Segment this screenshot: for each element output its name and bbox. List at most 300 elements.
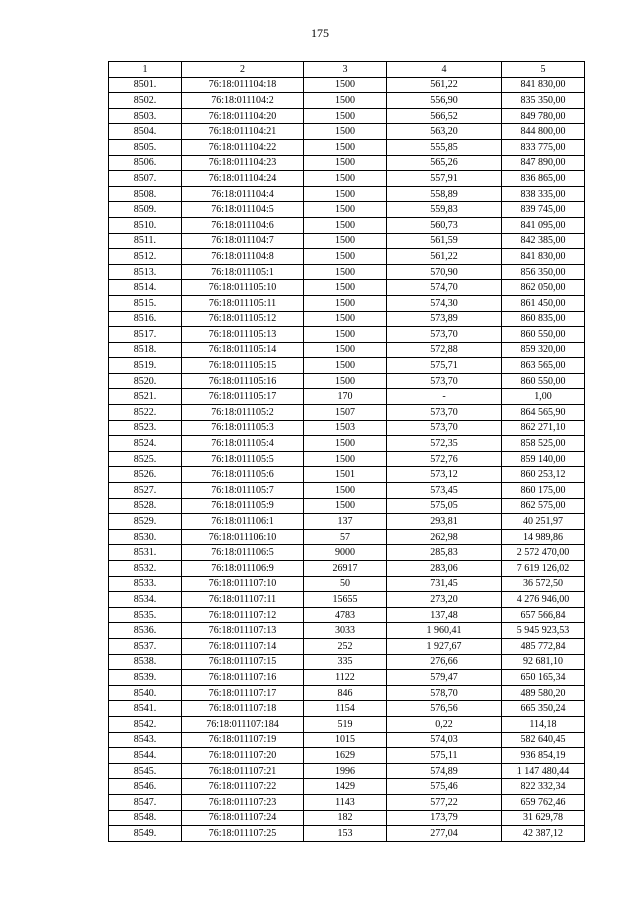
- cadastral-number-cell: 76:18:011107:15: [182, 654, 304, 670]
- price-per-unit-cell: 561,22: [387, 249, 502, 265]
- value-cell: 31 629,78: [502, 810, 585, 826]
- cadastral-number-cell: 76:18:011104:7: [182, 233, 304, 249]
- cadastral-number-cell: 76:18:011104:18: [182, 77, 304, 93]
- area-cell: 1500: [304, 186, 387, 202]
- area-cell: 1500: [304, 436, 387, 452]
- value-cell: 92 681,10: [502, 654, 585, 670]
- value-cell: 838 335,00: [502, 186, 585, 202]
- value-cell: 822 332,34: [502, 779, 585, 795]
- table-row: [109, 373, 585, 389]
- area-cell: 335: [304, 654, 387, 670]
- table-row: [109, 716, 585, 732]
- table-row: [109, 670, 585, 686]
- row-number-cell: 8549.: [109, 826, 182, 842]
- value-cell: 2 572 470,00: [502, 545, 585, 561]
- area-cell: 50: [304, 576, 387, 592]
- cadastral-number-cell: 76:18:011105:11: [182, 295, 304, 311]
- area-cell: 1629: [304, 748, 387, 764]
- area-cell: 846: [304, 685, 387, 701]
- cadastral-number-cell: 76:18:011105:3: [182, 420, 304, 436]
- page-number: 175: [311, 26, 329, 40]
- cadastral-number-cell: 76:18:011107:17: [182, 685, 304, 701]
- cadastral-number-cell: 76:18:011104:22: [182, 139, 304, 155]
- table-row: [109, 436, 585, 452]
- cadastral-number-cell: 76:18:011107:10: [182, 576, 304, 592]
- value-cell: 860 550,00: [502, 327, 585, 343]
- value-cell: 841 830,00: [502, 77, 585, 93]
- table-row: [109, 763, 585, 779]
- area-cell: 1500: [304, 498, 387, 514]
- table-row: [109, 342, 585, 358]
- cadastral-number-cell: 76:18:011104:21: [182, 124, 304, 140]
- price-per-unit-cell: 557,91: [387, 171, 502, 187]
- row-number-cell: 8506.: [109, 155, 182, 171]
- header-cell-1: 1: [109, 62, 182, 78]
- cadastral-number-cell: 76:18:011107:24: [182, 810, 304, 826]
- value-cell: 40 251,97: [502, 514, 585, 530]
- table-row: [109, 794, 585, 810]
- header-cell-5: 5: [502, 62, 585, 78]
- cadastral-number-cell: 76:18:011104:6: [182, 217, 304, 233]
- row-number-cell: 8510.: [109, 217, 182, 233]
- price-per-unit-cell: 575,05: [387, 498, 502, 514]
- price-per-unit-cell: 561,59: [387, 233, 502, 249]
- row-number-cell: 8517.: [109, 327, 182, 343]
- price-per-unit-cell: 574,89: [387, 763, 502, 779]
- table-row: [109, 389, 585, 405]
- cadastral-number-cell: 76:18:011107:11: [182, 592, 304, 608]
- area-cell: 15655: [304, 592, 387, 608]
- value-cell: 936 854,19: [502, 748, 585, 764]
- row-number-cell: 8508.: [109, 186, 182, 202]
- table-row: [109, 451, 585, 467]
- value-cell: 860 175,00: [502, 483, 585, 499]
- table-row: [109, 483, 585, 499]
- area-cell: 1500: [304, 311, 387, 327]
- table-row: [109, 623, 585, 639]
- cadastral-number-cell: 76:18:011107:14: [182, 638, 304, 654]
- table-row: [109, 545, 585, 561]
- row-number-cell: 8523.: [109, 420, 182, 436]
- price-per-unit-cell: 565,26: [387, 155, 502, 171]
- value-cell: 861 450,00: [502, 295, 585, 311]
- table-row: [109, 467, 585, 483]
- value-cell: 862 050,00: [502, 280, 585, 296]
- table-row: [109, 124, 585, 140]
- table-header: [109, 62, 585, 78]
- value-cell: 859 140,00: [502, 451, 585, 467]
- price-per-unit-cell: 262,98: [387, 529, 502, 545]
- row-number-cell: 8518.: [109, 342, 182, 358]
- cadastral-number-cell: 76:18:011105:6: [182, 467, 304, 483]
- row-number-cell: 8538.: [109, 654, 182, 670]
- row-number-cell: 8520.: [109, 373, 182, 389]
- table-row: [109, 264, 585, 280]
- value-cell: 863 565,00: [502, 358, 585, 374]
- area-cell: 1500: [304, 124, 387, 140]
- data-table: [108, 61, 585, 842]
- price-per-unit-cell: 137,48: [387, 607, 502, 623]
- table-row: [109, 171, 585, 187]
- value-cell: 859 320,00: [502, 342, 585, 358]
- price-per-unit-cell: 559,83: [387, 202, 502, 218]
- price-per-unit-cell: 573,12: [387, 467, 502, 483]
- row-number-cell: 8537.: [109, 638, 182, 654]
- table-row: [109, 607, 585, 623]
- table-row: [109, 514, 585, 530]
- cadastral-number-cell: 76:18:011106:5: [182, 545, 304, 561]
- area-cell: 1500: [304, 295, 387, 311]
- table-row: [109, 498, 585, 514]
- area-cell: 3033: [304, 623, 387, 639]
- area-cell: 1996: [304, 763, 387, 779]
- row-number-cell: 8513.: [109, 264, 182, 280]
- area-cell: 1500: [304, 264, 387, 280]
- price-per-unit-cell: 576,56: [387, 701, 502, 717]
- cadastral-number-cell: 76:18:011104:5: [182, 202, 304, 218]
- price-per-unit-cell: 731,45: [387, 576, 502, 592]
- area-cell: 1500: [304, 77, 387, 93]
- cadastral-number-cell: 76:18:011106:9: [182, 561, 304, 577]
- value-cell: 657 566,84: [502, 607, 585, 623]
- cadastral-number-cell: 76:18:011107:22: [182, 779, 304, 795]
- area-cell: 1122: [304, 670, 387, 686]
- row-number-cell: 8533.: [109, 576, 182, 592]
- row-number-cell: 8516.: [109, 311, 182, 327]
- price-per-unit-cell: 277,04: [387, 826, 502, 842]
- value-cell: 860 835,00: [502, 311, 585, 327]
- table-row: [109, 217, 585, 233]
- row-number-cell: 8532.: [109, 561, 182, 577]
- table-row: [109, 701, 585, 717]
- value-cell: 862 575,00: [502, 498, 585, 514]
- area-cell: 1500: [304, 217, 387, 233]
- row-number-cell: 8536.: [109, 623, 182, 639]
- row-number-cell: 8543.: [109, 732, 182, 748]
- value-cell: 860 550,00: [502, 373, 585, 389]
- value-cell: 665 350,24: [502, 701, 585, 717]
- price-per-unit-cell: 575,11: [387, 748, 502, 764]
- cadastral-number-cell: 76:18:011105:15: [182, 358, 304, 374]
- value-cell: 489 580,20: [502, 685, 585, 701]
- value-cell: 582 640,45: [502, 732, 585, 748]
- row-number-cell: 8509.: [109, 202, 182, 218]
- area-cell: 1154: [304, 701, 387, 717]
- table-row: [109, 748, 585, 764]
- cadastral-number-cell: 76:18:011107:25: [182, 826, 304, 842]
- row-number-cell: 8522.: [109, 405, 182, 421]
- value-cell: 862 271,10: [502, 420, 585, 436]
- table-row: [109, 155, 585, 171]
- area-cell: 153: [304, 826, 387, 842]
- price-per-unit-cell: 1 927,67: [387, 638, 502, 654]
- area-cell: 1143: [304, 794, 387, 810]
- header-row: [109, 62, 585, 78]
- row-number-cell: 8547.: [109, 794, 182, 810]
- value-cell: 650 165,34: [502, 670, 585, 686]
- row-number-cell: 8515.: [109, 295, 182, 311]
- cadastral-number-cell: 76:18:011105:16: [182, 373, 304, 389]
- cadastral-number-cell: 76:18:011105:9: [182, 498, 304, 514]
- cadastral-number-cell: 76:18:011105:17: [182, 389, 304, 405]
- table-row: [109, 826, 585, 842]
- row-number-cell: 8527.: [109, 483, 182, 499]
- value-cell: 5 945 923,53: [502, 623, 585, 639]
- area-cell: 1500: [304, 108, 387, 124]
- price-per-unit-cell: 563,20: [387, 124, 502, 140]
- table-row: [109, 779, 585, 795]
- row-number-cell: 8519.: [109, 358, 182, 374]
- value-cell: 485 772,84: [502, 638, 585, 654]
- area-cell: 1500: [304, 342, 387, 358]
- row-number-cell: 8539.: [109, 670, 182, 686]
- value-cell: 842 385,00: [502, 233, 585, 249]
- cadastral-number-cell: 76:18:011104:23: [182, 155, 304, 171]
- price-per-unit-cell: 285,83: [387, 545, 502, 561]
- row-number-cell: 8546.: [109, 779, 182, 795]
- row-number-cell: 8502.: [109, 93, 182, 109]
- price-per-unit-cell: 573,89: [387, 311, 502, 327]
- area-cell: 1015: [304, 732, 387, 748]
- row-number-cell: 8548.: [109, 810, 182, 826]
- row-number-cell: 8530.: [109, 529, 182, 545]
- area-cell: 1507: [304, 405, 387, 421]
- row-number-cell: 8531.: [109, 545, 182, 561]
- value-cell: 1,00: [502, 389, 585, 405]
- cadastral-number-cell: 76:18:011104:24: [182, 171, 304, 187]
- row-number-cell: 8504.: [109, 124, 182, 140]
- table-row: [109, 420, 585, 436]
- cadastral-number-cell: 76:18:011107:16: [182, 670, 304, 686]
- row-number-cell: 8507.: [109, 171, 182, 187]
- value-cell: 847 890,00: [502, 155, 585, 171]
- cadastral-number-cell: 76:18:011106:1: [182, 514, 304, 530]
- cadastral-number-cell: 76:18:011105:5: [182, 451, 304, 467]
- cadastral-number-cell: 76:18:011107:21: [182, 763, 304, 779]
- header-cell-3: 3: [304, 62, 387, 78]
- price-per-unit-cell: 572,35: [387, 436, 502, 452]
- row-number-cell: 8514.: [109, 280, 182, 296]
- price-per-unit-cell: 566,52: [387, 108, 502, 124]
- area-cell: 519: [304, 716, 387, 732]
- area-cell: 182: [304, 810, 387, 826]
- price-per-unit-cell: 573,70: [387, 327, 502, 343]
- price-per-unit-cell: 573,70: [387, 373, 502, 389]
- area-cell: 1503: [304, 420, 387, 436]
- area-cell: 137: [304, 514, 387, 530]
- table-row: [109, 732, 585, 748]
- area-cell: 1501: [304, 467, 387, 483]
- area-cell: 1500: [304, 155, 387, 171]
- cadastral-number-cell: 76:18:011105:7: [182, 483, 304, 499]
- price-per-unit-cell: 573,70: [387, 405, 502, 421]
- cadastral-number-cell: 76:18:011107:12: [182, 607, 304, 623]
- cadastral-number-cell: 76:18:011105:13: [182, 327, 304, 343]
- table-row: [109, 327, 585, 343]
- cadastral-number-cell: 76:18:011104:20: [182, 108, 304, 124]
- area-cell: 1500: [304, 233, 387, 249]
- price-per-unit-cell: -: [387, 389, 502, 405]
- table-row: [109, 592, 585, 608]
- price-per-unit-cell: 293,81: [387, 514, 502, 530]
- cadastral-number-cell: 76:18:011107:19: [182, 732, 304, 748]
- price-per-unit-cell: 575,46: [387, 779, 502, 795]
- cadastral-number-cell: 76:18:011107:18: [182, 701, 304, 717]
- row-number-cell: 8528.: [109, 498, 182, 514]
- price-per-unit-cell: 273,20: [387, 592, 502, 608]
- price-per-unit-cell: 1 960,41: [387, 623, 502, 639]
- area-cell: 1500: [304, 93, 387, 109]
- price-per-unit-cell: 0,22: [387, 716, 502, 732]
- row-number-cell: 8505.: [109, 139, 182, 155]
- value-cell: 7 619 126,02: [502, 561, 585, 577]
- row-number-cell: 8545.: [109, 763, 182, 779]
- area-cell: 57: [304, 529, 387, 545]
- row-number-cell: 8511.: [109, 233, 182, 249]
- value-cell: 36 572,50: [502, 576, 585, 592]
- price-per-unit-cell: 579,47: [387, 670, 502, 686]
- table-row: [109, 685, 585, 701]
- value-cell: 839 745,00: [502, 202, 585, 218]
- table-row: [109, 93, 585, 109]
- area-cell: 252: [304, 638, 387, 654]
- table-row: [109, 186, 585, 202]
- table-row: [109, 405, 585, 421]
- price-per-unit-cell: 574,30: [387, 295, 502, 311]
- area-cell: 1500: [304, 358, 387, 374]
- price-per-unit-cell: 276,66: [387, 654, 502, 670]
- value-cell: 114,18: [502, 716, 585, 732]
- price-per-unit-cell: 560,73: [387, 217, 502, 233]
- value-cell: 4 276 946,00: [502, 592, 585, 608]
- table-row: [109, 529, 585, 545]
- cadastral-number-cell: 76:18:011104:4: [182, 186, 304, 202]
- cadastral-number-cell: 76:18:011107:20: [182, 748, 304, 764]
- table-row: [109, 108, 585, 124]
- table-row: [109, 358, 585, 374]
- row-number-cell: 8503.: [109, 108, 182, 124]
- cadastral-number-cell: 76:18:011105:10: [182, 280, 304, 296]
- area-cell: 1500: [304, 249, 387, 265]
- cadastral-number-cell: 76:18:011104:8: [182, 249, 304, 265]
- table-row: [109, 280, 585, 296]
- value-cell: 860 253,12: [502, 467, 585, 483]
- cadastral-number-cell: 76:18:011105:4: [182, 436, 304, 452]
- cadastral-number-cell: 76:18:011107:13: [182, 623, 304, 639]
- value-cell: 858 525,00: [502, 436, 585, 452]
- row-number-cell: 8540.: [109, 685, 182, 701]
- row-number-cell: 8542.: [109, 716, 182, 732]
- area-cell: 170: [304, 389, 387, 405]
- value-cell: 844 800,00: [502, 124, 585, 140]
- price-per-unit-cell: 283,06: [387, 561, 502, 577]
- row-number-cell: 8535.: [109, 607, 182, 623]
- table-row: [109, 139, 585, 155]
- price-per-unit-cell: 570,90: [387, 264, 502, 280]
- price-per-unit-cell: 556,90: [387, 93, 502, 109]
- cadastral-number-cell: 76:18:011104:2: [182, 93, 304, 109]
- table-row: [109, 576, 585, 592]
- value-cell: 1 147 480,44: [502, 763, 585, 779]
- row-number-cell: 8524.: [109, 436, 182, 452]
- area-cell: 1500: [304, 139, 387, 155]
- row-number-cell: 8501.: [109, 77, 182, 93]
- value-cell: 864 565,90: [502, 405, 585, 421]
- area-cell: 1500: [304, 280, 387, 296]
- price-per-unit-cell: 555,85: [387, 139, 502, 155]
- value-cell: 833 775,00: [502, 139, 585, 155]
- table-row: [109, 249, 585, 265]
- price-per-unit-cell: 575,71: [387, 358, 502, 374]
- cadastral-number-cell: 76:18:011105:2: [182, 405, 304, 421]
- row-number-cell: 8529.: [109, 514, 182, 530]
- cadastral-number-cell: 76:18:011105:12: [182, 311, 304, 327]
- price-per-unit-cell: 574,70: [387, 280, 502, 296]
- row-number-cell: 8541.: [109, 701, 182, 717]
- price-per-unit-cell: 558,89: [387, 186, 502, 202]
- price-per-unit-cell: 574,03: [387, 732, 502, 748]
- cadastral-number-cell: 76:18:011105:14: [182, 342, 304, 358]
- table-row: [109, 233, 585, 249]
- header-cell-4: 4: [387, 62, 502, 78]
- price-per-unit-cell: 573,70: [387, 420, 502, 436]
- area-cell: 9000: [304, 545, 387, 561]
- table-body: [109, 77, 585, 841]
- area-cell: 1500: [304, 171, 387, 187]
- table-row: [109, 638, 585, 654]
- price-per-unit-cell: 572,76: [387, 451, 502, 467]
- price-per-unit-cell: 578,70: [387, 685, 502, 701]
- cadastral-number-cell: 76:18:011107:23: [182, 794, 304, 810]
- value-cell: 659 762,46: [502, 794, 585, 810]
- price-per-unit-cell: 577,22: [387, 794, 502, 810]
- area-cell: 1500: [304, 202, 387, 218]
- area-cell: 1500: [304, 327, 387, 343]
- table-row: [109, 295, 585, 311]
- header-cell-2: 2: [182, 62, 304, 78]
- area-cell: 1500: [304, 451, 387, 467]
- table-row: [109, 654, 585, 670]
- row-number-cell: 8512.: [109, 249, 182, 265]
- area-cell: 4783: [304, 607, 387, 623]
- row-number-cell: 8526.: [109, 467, 182, 483]
- value-cell: 856 350,00: [502, 264, 585, 280]
- cadastral-number-cell: 76:18:011106:10: [182, 529, 304, 545]
- table-row: [109, 202, 585, 218]
- price-per-unit-cell: 572,88: [387, 342, 502, 358]
- area-cell: 1429: [304, 779, 387, 795]
- value-cell: 42 387,12: [502, 826, 585, 842]
- value-cell: 836 865,00: [502, 171, 585, 187]
- value-cell: 14 989,86: [502, 529, 585, 545]
- table-row: [109, 311, 585, 327]
- price-per-unit-cell: 561,22: [387, 77, 502, 93]
- table-row: [109, 561, 585, 577]
- price-per-unit-cell: 573,45: [387, 483, 502, 499]
- cadastral-number-cell: 76:18:011105:1: [182, 264, 304, 280]
- value-cell: 841 830,00: [502, 249, 585, 265]
- value-cell: 835 350,00: [502, 93, 585, 109]
- area-cell: 1500: [304, 483, 387, 499]
- value-cell: 849 780,00: [502, 108, 585, 124]
- table-row: [109, 810, 585, 826]
- row-number-cell: 8525.: [109, 451, 182, 467]
- price-per-unit-cell: 173,79: [387, 810, 502, 826]
- value-cell: 841 095,00: [502, 217, 585, 233]
- cadastral-number-cell: 76:18:011107:184: [182, 716, 304, 732]
- row-number-cell: 8544.: [109, 748, 182, 764]
- table-row: [109, 77, 585, 93]
